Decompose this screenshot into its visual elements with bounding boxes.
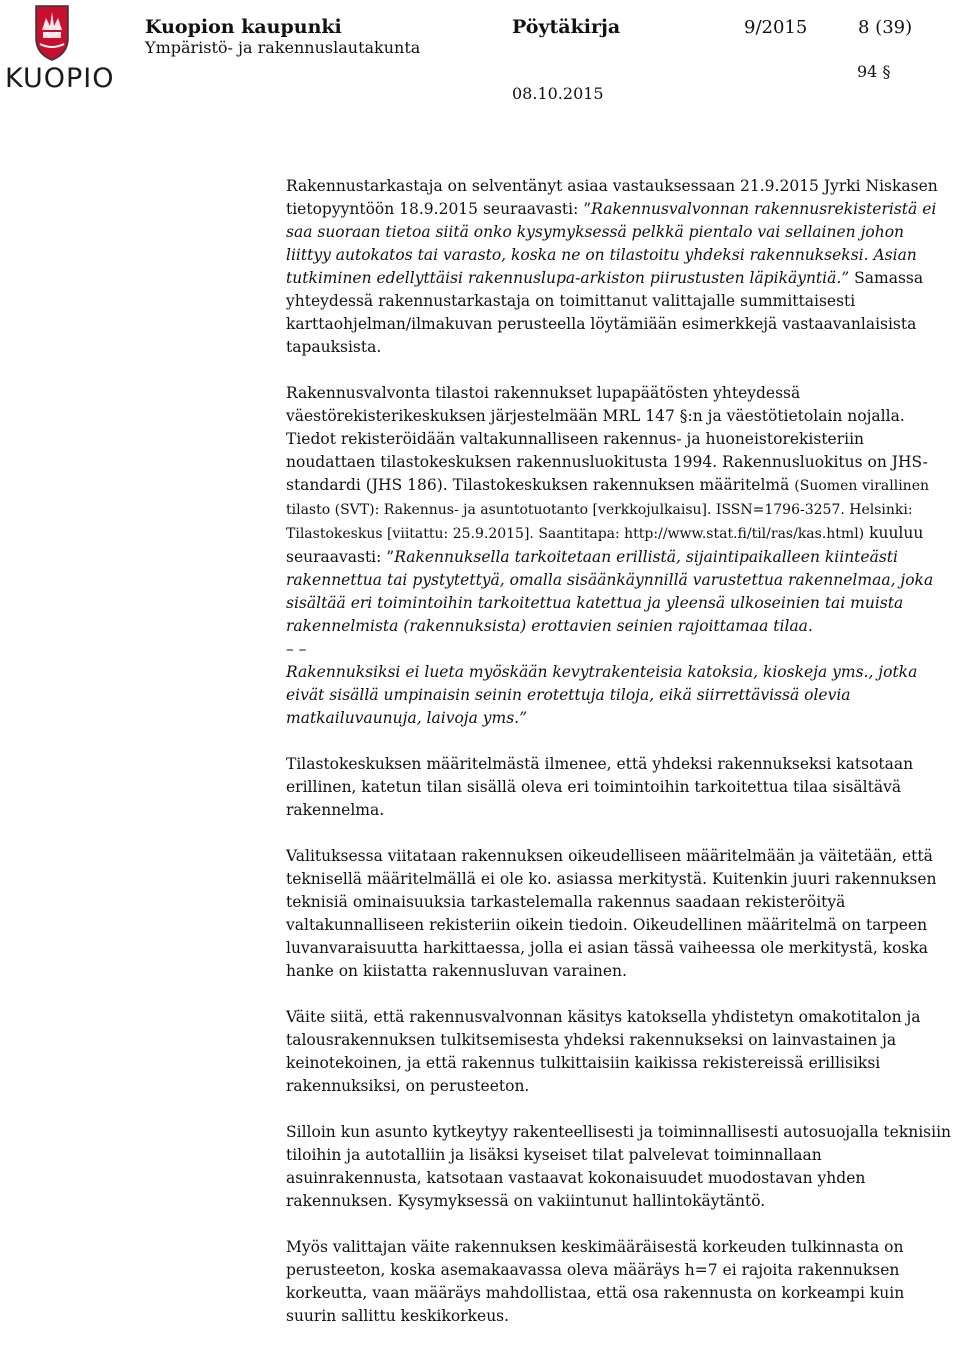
paragraph-5: Väite siitä, että rakennusvalvonnan käsitys katoksella yhdistetyn omakotitalon ja talousrakennuksen tulkitsemisesta yhdeksi rakennukseksi on lainvastainen ja keinotekoinen, ja että rakennus tulkittaisiin kaikissa rekistereissä erillisiksi rakennuksiksi, on perusteeton.	[286, 1008, 921, 1095]
organization-name: Kuopion kaupunki	[145, 16, 342, 38]
meeting-number: 9/2015	[744, 17, 808, 38]
paragraph-4: Valituksessa viitataan rakennuksen oikeudelliseen määritelmään ja väitetään, että teknisellä määritelmällä ei ole ko. asiassa merkitystä. Kuitenkin juuri rakennuksen teknisiä ominaisuuksia tarkastelemalla rakennus saadaan rekisteröityä valtakunnalliseen rekisteriin oikein tiedoin. Oikeudellinen määritelmä on tarpeen luvanvaraisuutta harkittaessa, jolla ei asian tässä vaiheessa ole merkitystä, koska hanke on kiistatta rakennusluvan varainen.	[286, 847, 937, 980]
document-type: Pöytäkirja	[512, 16, 621, 38]
paragraph-2-text: Rakennusvalvonta tilastoi rakennukset lupapäätösten yhteydessä väestörekisterikeskuksen järjestelmään MRL 147 §:n ja väestötietolain nojalla. Tiedot rekisteröidään valtakunnalliseen rakennus- ja huoneistorekisteriin noudattaen tilastokeskuksen rakennusluokitusta 1994. Rakennusluokitus on JHS-standardi (JHS 186). Tilastokeskuksen rakennuksen määritelmä	[286, 384, 928, 494]
paragraph-2-quote: Rakennuksella tarkoitetaan erillistä, sijaintipaikalleen kiinteästi rakennettua tai pystytettyä, omalla sisäänkäynnillä varustettua rakennelmaa, joka sisältää eri toimintoihin tarkoitettua katettua ja yleensä ulkoseinien tai muista rakennelmista (rakennuksista) erottavien seinien rajoittamaa tilaa.	[286, 548, 934, 635]
committee-name: Ympäristö- ja rakennuslautakunta	[145, 38, 421, 57]
paragraph-2	[286, 382, 952, 638]
logo-text: KUOPIO	[5, 63, 115, 94]
paragraph-6: Silloin kun asunto kytkeytyy rakenteellisesti ja toiminnallisesti autosuojalla teknisiin tiloihin ja autotalliin ja lisäksi kyseiset tilat palvelevat toiminnallaan asuinrakennusta, katsotaan vastaavat kokonaisuudet muodostavan yhden rakennuksen. Kysymyksessä on vakiintunut hallintokäytäntö.	[286, 1123, 952, 1210]
paragraph-1-text: Rakennustarkastaja on selventänyt asiaa vastauksessaan 21.9.2015 Jyrki Niskasen tietopyyntöön 18.9.2015 seuraavasti: ”	[286, 177, 938, 218]
coat-of-arms-icon	[2, 2, 102, 64]
paragraph-1-text-end: Samassa yhteydessä rakennustarkastaja on toimittanut valittajalle summittaisesti karttaohjelman/ilmakuvan perusteella löytämiään esimerkkejä vastaavanlaisista tapauksista.	[286, 269, 924, 356]
document-body	[286, 175, 952, 1351]
section-number: 94 §	[857, 62, 891, 81]
dash-marker: – –	[286, 640, 307, 658]
paragraph-2-continued	[286, 661, 952, 730]
paragraph-2-reference: (Suomen virallinen tilasto (SVT): Rakennus- ja asuntotuotanto [verkkojulkaisu]. ISSN=1796-3257. Helsinki: Tilastokeskus [viitattu: 25.9.2015]. Saantitapa: http://www.stat.fi/til/ras/kas.html)	[286, 478, 929, 542]
paragraph-1-quote: Rakennusvalvonnan rakennusrekisteristä ei saa suoraan tietoa siitä onko kysymyksessä pelkkä pientalo vai sellainen johon liittyy autokatos tai varasto, koska ne on tilastoitu yhdeksi rakennukseksi. Asian tutkiminen edellyttäisi rakennuslupa-arkiston piirustusten läpikäyntiä.”	[286, 200, 937, 287]
kuopio-logo	[2, 2, 115, 94]
paragraph-3: Tilastokeskuksen määritelmästä ilmenee, että yhdeksi rakennukseksi katsotaan erillinen, katetun tilan sisällä oleva eri toimintoihin tarkoitettua tilaa sisältävä rakennelma.	[286, 755, 914, 819]
paragraph-2-quote-2: Rakennuksiksi ei lueta myöskään kevytrakenteisia katoksia, kioskeja yms., jotka eivät sisällä umpinaisin seinin erotettuja tiloja, eikä siirrettävissä olevia matkailuvaunuja, laivoja yms.”	[286, 663, 918, 727]
paragraph-1	[286, 175, 952, 359]
paragraph-2-dash	[286, 638, 952, 661]
paragraph-7: Myös valittajan väite rakennuksen keskimääräisestä korkeuden tulkinnasta on perusteeton, koska asemakaavassa oleva määräys h=7 ei rajoita rakennuksen korkeutta, vaan määräys mahdollistaa, että osa rakennusta on korkeampi kuin suurin sallittu keskikorkeus.	[286, 1238, 905, 1325]
paragraph-2-text-mid: kuuluu seuraavasti: ”	[286, 524, 924, 566]
meeting-date: 08.10.2015	[512, 84, 604, 103]
page-number: 8 (39)	[858, 17, 913, 38]
